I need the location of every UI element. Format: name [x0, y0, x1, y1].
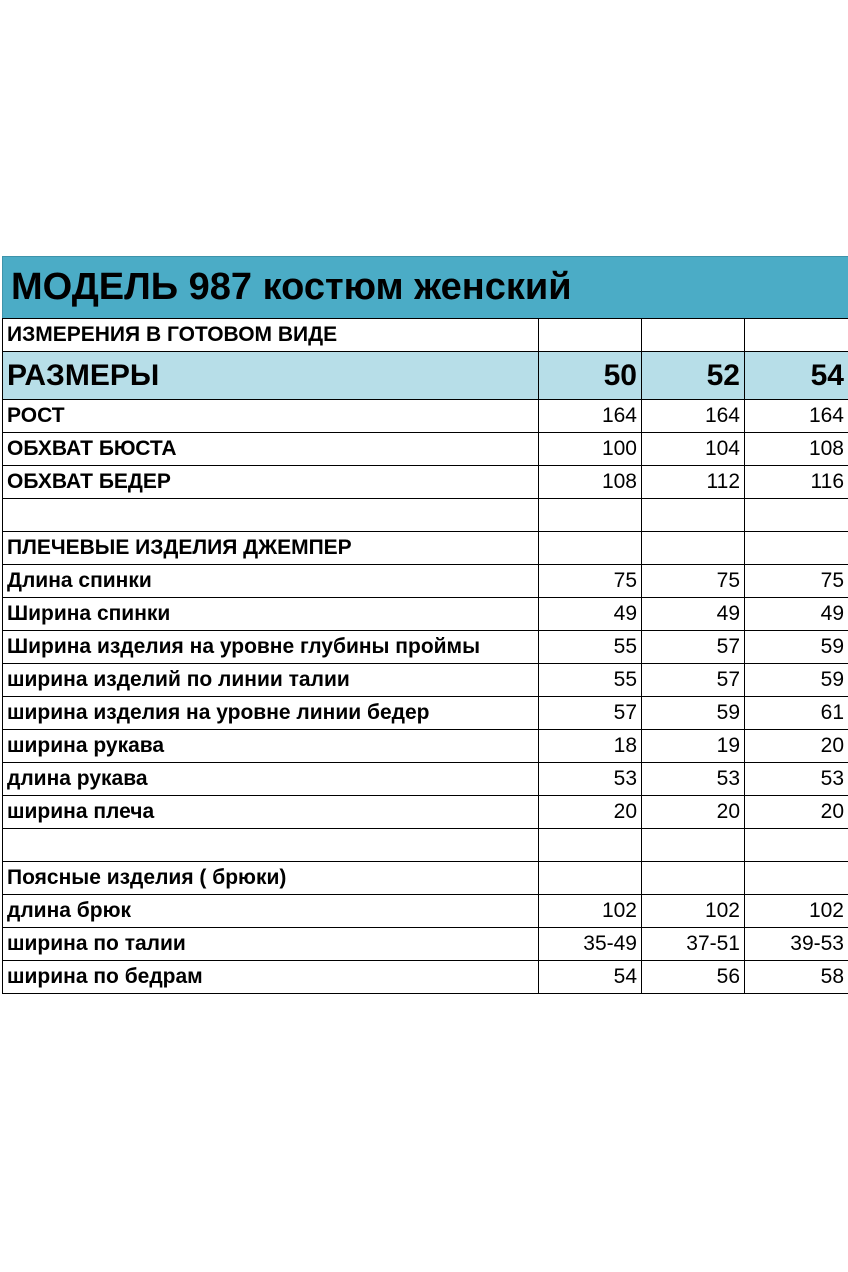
cell-value: 58	[745, 961, 848, 994]
cell-value: 53	[745, 763, 848, 796]
cell-value: 35-49	[539, 928, 642, 961]
table-row	[3, 319, 848, 352]
cell-value: 20	[539, 796, 642, 829]
cell-value: 100	[539, 433, 642, 466]
row-label: ширина изделий по линии талии	[3, 664, 539, 697]
empty-cell	[745, 319, 848, 352]
table-row	[3, 400, 848, 433]
row-label: ширина рукава	[3, 730, 539, 763]
table-row	[3, 796, 848, 829]
section-label-jumper: ПЛЕЧЕВЫЕ ИЗДЕЛИЯ ДЖЕМПЕР	[3, 532, 539, 565]
spacer-row	[3, 829, 848, 862]
row-label: ширина изделия на уровне линии бедер	[3, 697, 539, 730]
sizes-label: РАЗМЕРЫ	[3, 352, 539, 400]
cell-value: 108	[539, 466, 642, 499]
cell-value: 57	[539, 697, 642, 730]
empty-cell	[539, 319, 642, 352]
cell-value: 49	[539, 598, 642, 631]
row-label: ширина плеча	[3, 796, 539, 829]
table-row	[3, 631, 848, 664]
row-label: Длина спинки	[3, 565, 539, 598]
cell-value: 102	[642, 895, 745, 928]
row-label: РОСТ	[3, 400, 539, 433]
row-label: длина брюк	[3, 895, 539, 928]
table-row	[3, 565, 848, 598]
cell-value: 49	[642, 598, 745, 631]
table-row	[3, 928, 848, 961]
cell-value: 116	[745, 466, 848, 499]
table-row	[3, 598, 848, 631]
cell-value: 75	[745, 565, 848, 598]
size-chart	[2, 256, 848, 994]
cell-value: 108	[745, 433, 848, 466]
table-row	[3, 730, 848, 763]
table-row	[3, 763, 848, 796]
spacer-row	[3, 499, 848, 532]
cell-value: 18	[539, 730, 642, 763]
cell-value: 20	[745, 796, 848, 829]
row-label: ширина по талии	[3, 928, 539, 961]
cell-value: 39-53	[745, 928, 848, 961]
cell-value: 19	[642, 730, 745, 763]
row-label: Ширина спинки	[3, 598, 539, 631]
cell-value: 102	[539, 895, 642, 928]
cell-value: 59	[745, 664, 848, 697]
size-value: 50	[539, 352, 642, 400]
cell-value: 55	[539, 664, 642, 697]
table-row	[3, 697, 848, 730]
cell-value: 104	[642, 433, 745, 466]
table-row	[3, 466, 848, 499]
row-label: Ширина изделия на уровне глубины проймы	[3, 631, 539, 664]
cell-value: 164	[745, 400, 848, 433]
row-label: длина рукава	[3, 763, 539, 796]
cell-value: 75	[642, 565, 745, 598]
cell-value: 53	[539, 763, 642, 796]
section-header-row	[3, 862, 848, 895]
row-label: ОБХВАТ БЮСТА	[3, 433, 539, 466]
model-title: МОДЕЛЬ 987 костюм женский	[2, 256, 848, 318]
section-header-row	[3, 532, 848, 565]
table-row	[3, 664, 848, 697]
cell-value: 56	[642, 961, 745, 994]
row-label: ОБХВАТ БЕДЕР	[3, 466, 539, 499]
row-label: ширина по бедрам	[3, 961, 539, 994]
cell-value: 102	[745, 895, 848, 928]
cell-value: 57	[642, 631, 745, 664]
cell-value: 75	[539, 565, 642, 598]
cell-value: 20	[745, 730, 848, 763]
empty-cell	[642, 319, 745, 352]
cell-value: 54	[539, 961, 642, 994]
cell-value: 59	[745, 631, 848, 664]
cell-value: 49	[745, 598, 848, 631]
cell-value: 164	[642, 400, 745, 433]
table-row	[3, 961, 848, 994]
cell-value: 164	[539, 400, 642, 433]
cell-value: 59	[642, 697, 745, 730]
table-row	[3, 433, 848, 466]
table-row	[3, 895, 848, 928]
cell-value: 20	[642, 796, 745, 829]
cell-value: 61	[745, 697, 848, 730]
cell-value: 37-51	[642, 928, 745, 961]
measurements-table	[2, 318, 848, 994]
section-label-trousers: Поясные изделия ( брюки)	[3, 862, 539, 895]
size-value: 52	[642, 352, 745, 400]
sizes-row	[3, 352, 848, 400]
cell-value: 55	[539, 631, 642, 664]
cell-value: 57	[642, 664, 745, 697]
size-value: 54	[745, 352, 848, 400]
header-row-label: ИЗМЕРЕНИЯ В ГОТОВОМ ВИДЕ	[3, 319, 539, 352]
cell-value: 53	[642, 763, 745, 796]
cell-value: 112	[642, 466, 745, 499]
